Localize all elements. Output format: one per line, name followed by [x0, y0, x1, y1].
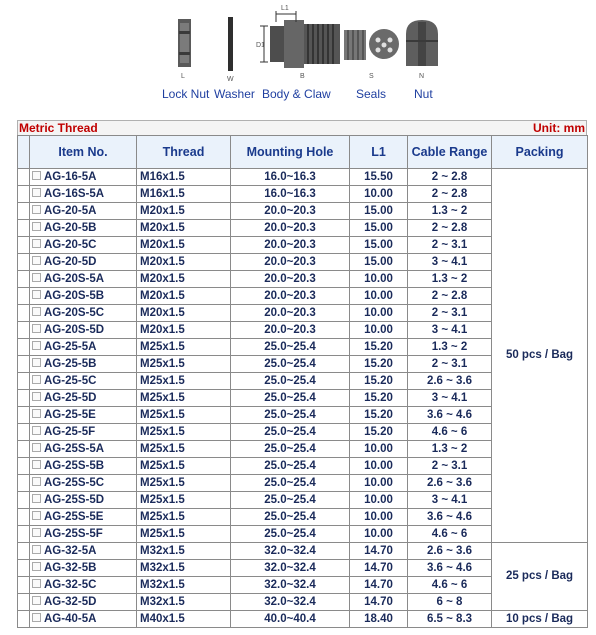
thread-cell: M25x1.5 [137, 373, 231, 390]
item-no-cell [30, 475, 137, 492]
mounting-hole-cell: 25.0~25.4 [231, 407, 350, 424]
cable-range-cell: 6 ~ 8 [408, 594, 492, 611]
item-no-cell [30, 458, 137, 475]
mounting-hole-cell: 25.0~25.4 [231, 339, 350, 356]
mounting-hole-cell: 32.0~32.4 [231, 594, 350, 611]
row-checkbox[interactable] [32, 477, 41, 486]
row-spacer-cell [18, 186, 30, 203]
mounting-hole-cell: 25.0~25.4 [231, 458, 350, 475]
item-no-text: AG-25-5C [44, 374, 97, 387]
l1-cell: 10.00 [350, 305, 408, 322]
item-no-text: AG-25-5F [44, 425, 96, 438]
item-no-text: AG-32-5A [44, 544, 97, 557]
cable-range-cell: 3 ~ 4.1 [408, 322, 492, 339]
mounting-hole-cell: 25.0~25.4 [231, 424, 350, 441]
row-spacer-cell [18, 560, 30, 577]
l1-cell: 14.70 [350, 577, 408, 594]
cable-range-cell: 1.3 ~ 2 [408, 203, 492, 220]
row-spacer-cell [18, 441, 30, 458]
item-no-text: AG-20-5C [44, 238, 97, 251]
row-checkbox[interactable] [32, 222, 41, 231]
l1-cell: 10.00 [350, 492, 408, 509]
thread-cell: M25x1.5 [137, 509, 231, 526]
l1-cell: 10.00 [350, 458, 408, 475]
item-no-text: AG-32-5B [44, 561, 97, 574]
row-checkbox[interactable] [32, 392, 41, 401]
mounting-hole-cell: 20.0~20.3 [231, 271, 350, 288]
item-no-text: AG-25-5D [44, 391, 97, 404]
l1-cell: 15.20 [350, 339, 408, 356]
header-blank [18, 136, 30, 169]
thread-cell: M32x1.5 [137, 577, 231, 594]
item-no-cell [30, 407, 137, 424]
item-no-text: AG-25-5B [44, 357, 97, 370]
row-spacer-cell [18, 288, 30, 305]
packing-cell: 10 pcs / Bag [492, 611, 588, 628]
row-checkbox[interactable] [32, 188, 41, 197]
row-spacer-cell [18, 543, 30, 560]
l1-cell: 14.70 [350, 594, 408, 611]
dim-label-D1: D1 [256, 42, 265, 49]
l1-cell: 10.00 [350, 288, 408, 305]
table-row [18, 169, 588, 186]
mounting-hole-cell: 20.0~20.3 [231, 254, 350, 271]
part-letter-L: L [181, 73, 185, 80]
thread-cell: M16x1.5 [137, 186, 231, 203]
row-checkbox[interactable] [32, 426, 41, 435]
row-spacer-cell [18, 254, 30, 271]
item-no-cell [30, 577, 137, 594]
cable-range-cell: 3.6 ~ 4.6 [408, 560, 492, 577]
thread-cell: M40x1.5 [137, 611, 231, 628]
item-no-cell [30, 220, 137, 237]
parts-illustration [0, 0, 596, 110]
l1-cell: 10.00 [350, 441, 408, 458]
l1-cell: 10.00 [350, 509, 408, 526]
cable-range-cell: 2.6 ~ 3.6 [408, 475, 492, 492]
row-spacer-cell [18, 322, 30, 339]
table-header-row [18, 136, 588, 169]
l1-cell: 15.50 [350, 169, 408, 186]
mounting-hole-cell: 20.0~20.3 [231, 288, 350, 305]
table-row [18, 611, 588, 628]
row-checkbox[interactable] [32, 239, 41, 248]
cable-range-cell: 2.6 ~ 3.6 [408, 543, 492, 560]
item-no-text: AG-20S-5C [44, 306, 105, 319]
washer-caption: Washer [214, 87, 255, 101]
item-no-cell [30, 271, 137, 288]
header-item-no: Item No. [30, 136, 137, 169]
item-no-text: AG-25S-5A [44, 442, 105, 455]
item-no-text: AG-25-5E [44, 408, 96, 421]
cable-range-cell: 2 ~ 3.1 [408, 237, 492, 254]
row-checkbox[interactable] [32, 409, 41, 418]
thread-cell: M25x1.5 [137, 390, 231, 407]
row-spacer-cell [18, 577, 30, 594]
item-no-text: AG-20-5B [44, 221, 97, 234]
cable-range-cell: 2 ~ 2.8 [408, 220, 492, 237]
item-no-text: AG-25S-5D [44, 493, 105, 506]
l1-cell: 10.00 [350, 526, 408, 543]
cable-range-cell: 2 ~ 2.8 [408, 288, 492, 305]
nut-caption: Nut [414, 87, 433, 101]
mounting-hole-cell: 25.0~25.4 [231, 475, 350, 492]
row-checkbox[interactable] [32, 579, 41, 588]
cable-range-cell: 2.6 ~ 3.6 [408, 373, 492, 390]
body-claw-image [260, 11, 340, 68]
row-spacer-cell [18, 458, 30, 475]
row-checkbox[interactable] [32, 562, 41, 571]
item-no-text: AG-20-5A [44, 204, 97, 217]
item-no-cell [30, 611, 137, 628]
cable-range-cell: 3 ~ 4.1 [408, 254, 492, 271]
item-no-cell [30, 356, 137, 373]
cable-range-cell: 1.3 ~ 2 [408, 271, 492, 288]
item-no-text: AG-20S-5A [44, 272, 105, 285]
thread-cell: M20x1.5 [137, 271, 231, 288]
cable-range-cell: 2 ~ 2.8 [408, 186, 492, 203]
packing-cell: 50 pcs / Bag [492, 169, 588, 543]
header-l1: L1 [350, 136, 408, 169]
l1-cell: 15.20 [350, 390, 408, 407]
l1-cell: 15.00 [350, 254, 408, 271]
part-letter-B: B [300, 73, 305, 80]
row-checkbox[interactable] [32, 171, 41, 180]
cable-range-cell: 4.6 ~ 6 [408, 526, 492, 543]
thread-cell: M25x1.5 [137, 492, 231, 509]
spec-table-container [17, 120, 587, 628]
l1-cell: 18.40 [350, 611, 408, 628]
item-no-text: AG-16S-5A [44, 187, 105, 200]
item-no-cell [30, 424, 137, 441]
item-no-cell [30, 254, 137, 271]
cable-range-cell: 6.5 ~ 8.3 [408, 611, 492, 628]
thread-cell: M25x1.5 [137, 458, 231, 475]
item-no-cell [30, 186, 137, 203]
mounting-hole-cell: 32.0~32.4 [231, 577, 350, 594]
cable-range-cell: 3 ~ 4.1 [408, 390, 492, 407]
item-no-text: AG-20S-5D [44, 323, 105, 336]
item-no-text: AG-40-5A [44, 612, 97, 625]
row-checkbox[interactable] [32, 494, 41, 503]
row-checkbox[interactable] [32, 307, 41, 316]
mounting-hole-cell: 25.0~25.4 [231, 390, 350, 407]
thread-cell: M25x1.5 [137, 526, 231, 543]
table-title-bar [17, 120, 587, 135]
header-cable-range: Cable Range [408, 136, 492, 169]
spec-table [17, 135, 588, 628]
body-claw-caption: Body & Claw [262, 87, 331, 101]
row-spacer-cell [18, 339, 30, 356]
item-no-text: AG-32-5C [44, 578, 97, 591]
thread-cell: M32x1.5 [137, 543, 231, 560]
seals-caption: Seals [356, 87, 387, 101]
l1-cell: 15.20 [350, 373, 408, 390]
row-checkbox[interactable] [32, 273, 41, 282]
thread-cell: M20x1.5 [137, 254, 231, 271]
row-spacer-cell [18, 611, 30, 628]
mounting-hole-cell: 20.0~20.3 [231, 305, 350, 322]
item-no-text: AG-20S-5B [44, 289, 105, 302]
cable-range-cell: 2 ~ 3.1 [408, 305, 492, 322]
row-spacer-cell [18, 475, 30, 492]
lock-nut-caption: Lock Nut [162, 87, 210, 101]
row-spacer-cell [18, 271, 30, 288]
row-spacer-cell [18, 424, 30, 441]
item-no-text: AG-32-5D [44, 595, 97, 608]
cable-range-cell: 3.6 ~ 4.6 [408, 509, 492, 526]
item-no-cell [30, 543, 137, 560]
thread-cell: M20x1.5 [137, 237, 231, 254]
thread-cell: M20x1.5 [137, 322, 231, 339]
row-spacer-cell [18, 169, 30, 186]
item-no-text: AG-25S-5F [44, 527, 103, 540]
row-checkbox[interactable] [32, 205, 41, 214]
row-checkbox[interactable] [32, 375, 41, 384]
item-no-cell [30, 594, 137, 611]
header-thread: Thread [137, 136, 231, 169]
l1-cell: 14.70 [350, 560, 408, 577]
thread-cell: M20x1.5 [137, 220, 231, 237]
mounting-hole-cell: 32.0~32.4 [231, 560, 350, 577]
header-packing: Packing [492, 136, 588, 169]
item-no-text: AG-25-5A [44, 340, 97, 353]
mounting-hole-cell: 40.0~40.4 [231, 611, 350, 628]
row-checkbox[interactable] [32, 358, 41, 367]
row-spacer-cell [18, 305, 30, 322]
item-no-text: AG-25S-5C [44, 476, 105, 489]
row-checkbox[interactable] [32, 256, 41, 265]
table-body [18, 169, 588, 628]
mounting-hole-cell: 25.0~25.4 [231, 441, 350, 458]
l1-cell: 15.00 [350, 203, 408, 220]
item-no-cell [30, 492, 137, 509]
mounting-hole-cell: 20.0~20.3 [231, 237, 350, 254]
item-no-cell [30, 390, 137, 407]
item-no-text: AG-25S-5B [44, 459, 105, 472]
mounting-hole-cell: 25.0~25.4 [231, 526, 350, 543]
item-no-cell [30, 560, 137, 577]
cable-range-cell: 2 ~ 3.1 [408, 458, 492, 475]
item-no-cell [30, 322, 137, 339]
cable-range-cell: 4.6 ~ 6 [408, 577, 492, 594]
l1-cell: 15.20 [350, 407, 408, 424]
part-letter-N: N [419, 73, 425, 80]
row-spacer-cell [18, 203, 30, 220]
cable-range-cell: 4.6 ~ 6 [408, 424, 492, 441]
mounting-hole-cell: 25.0~25.4 [231, 356, 350, 373]
cable-range-cell: 1.3 ~ 2 [408, 441, 492, 458]
thread-cell: M20x1.5 [137, 288, 231, 305]
l1-cell: 15.00 [350, 237, 408, 254]
l1-cell: 10.00 [350, 186, 408, 203]
l1-cell: 15.20 [350, 424, 408, 441]
dim-label-L1: L1 [281, 5, 289, 12]
mounting-hole-cell: 16.0~16.3 [231, 169, 350, 186]
cable-range-cell: 3.6 ~ 4.6 [408, 407, 492, 424]
row-checkbox[interactable] [32, 460, 41, 469]
part-letter-S: S [369, 73, 374, 80]
mounting-hole-cell: 25.0~25.4 [231, 492, 350, 509]
mounting-hole-cell: 32.0~32.4 [231, 543, 350, 560]
header-mounting-hole: Mounting Hole [231, 136, 350, 169]
item-no-cell [30, 169, 137, 186]
row-spacer-cell [18, 509, 30, 526]
cable-range-cell: 2 ~ 2.8 [408, 169, 492, 186]
l1-cell: 15.00 [350, 220, 408, 237]
cable-range-cell: 1.3 ~ 2 [408, 339, 492, 356]
row-checkbox[interactable] [32, 443, 41, 452]
l1-cell: 10.00 [350, 322, 408, 339]
thread-cell: M32x1.5 [137, 594, 231, 611]
row-spacer-cell [18, 356, 30, 373]
row-spacer-cell [18, 373, 30, 390]
row-spacer-cell [18, 237, 30, 254]
part-letter-W: W [227, 76, 234, 83]
item-no-cell [30, 288, 137, 305]
table-row [18, 543, 588, 560]
item-no-cell [30, 373, 137, 390]
mounting-hole-cell: 25.0~25.4 [231, 509, 350, 526]
item-no-text: AG-20-5D [44, 255, 97, 268]
row-checkbox[interactable] [32, 511, 41, 520]
row-checkbox[interactable] [32, 528, 41, 537]
row-checkbox[interactable] [32, 324, 41, 333]
item-no-cell [30, 237, 137, 254]
item-no-cell [30, 339, 137, 356]
thread-cell: M20x1.5 [137, 203, 231, 220]
row-spacer-cell [18, 594, 30, 611]
thread-cell: M25x1.5 [137, 407, 231, 424]
row-checkbox[interactable] [32, 545, 41, 554]
thread-cell: M20x1.5 [137, 305, 231, 322]
thread-cell: M25x1.5 [137, 475, 231, 492]
thread-cell: M16x1.5 [137, 169, 231, 186]
thread-cell: M25x1.5 [137, 441, 231, 458]
l1-cell: 14.70 [350, 543, 408, 560]
row-checkbox[interactable] [32, 596, 41, 605]
mounting-hole-cell: 20.0~20.3 [231, 322, 350, 339]
cable-range-cell: 3 ~ 4.1 [408, 492, 492, 509]
row-spacer-cell [18, 407, 30, 424]
l1-cell: 10.00 [350, 475, 408, 492]
item-no-cell [30, 203, 137, 220]
thread-cell: M25x1.5 [137, 424, 231, 441]
l1-cell: 15.20 [350, 356, 408, 373]
lock-nut-image [178, 19, 191, 67]
row-checkbox[interactable] [32, 290, 41, 299]
item-no-text: AG-25S-5E [44, 510, 104, 523]
cable-range-cell: 2 ~ 3.1 [408, 356, 492, 373]
item-no-cell [30, 305, 137, 322]
unit-label: Unit: mm [533, 121, 585, 135]
mounting-hole-cell: 20.0~20.3 [231, 220, 350, 237]
packing-cell: 25 pcs / Bag [492, 543, 588, 611]
l1-cell: 10.00 [350, 271, 408, 288]
mounting-hole-cell: 20.0~20.3 [231, 203, 350, 220]
row-spacer-cell [18, 526, 30, 543]
mounting-hole-cell: 16.0~16.3 [231, 186, 350, 203]
row-checkbox[interactable] [32, 613, 41, 622]
row-checkbox[interactable] [32, 341, 41, 350]
thread-cell: M32x1.5 [137, 560, 231, 577]
row-spacer-cell [18, 220, 30, 237]
nut-image [406, 20, 438, 66]
item-no-cell [30, 441, 137, 458]
washer-image [228, 17, 233, 71]
item-no-cell [30, 526, 137, 543]
mounting-hole-cell: 25.0~25.4 [231, 373, 350, 390]
table-title: Metric Thread [19, 121, 98, 135]
item-no-cell [30, 509, 137, 526]
seal-image [344, 29, 399, 60]
thread-cell: M25x1.5 [137, 356, 231, 373]
row-spacer-cell [18, 492, 30, 509]
thread-cell: M25x1.5 [137, 339, 231, 356]
row-spacer-cell [18, 390, 30, 407]
item-no-text: AG-16-5A [44, 170, 97, 183]
